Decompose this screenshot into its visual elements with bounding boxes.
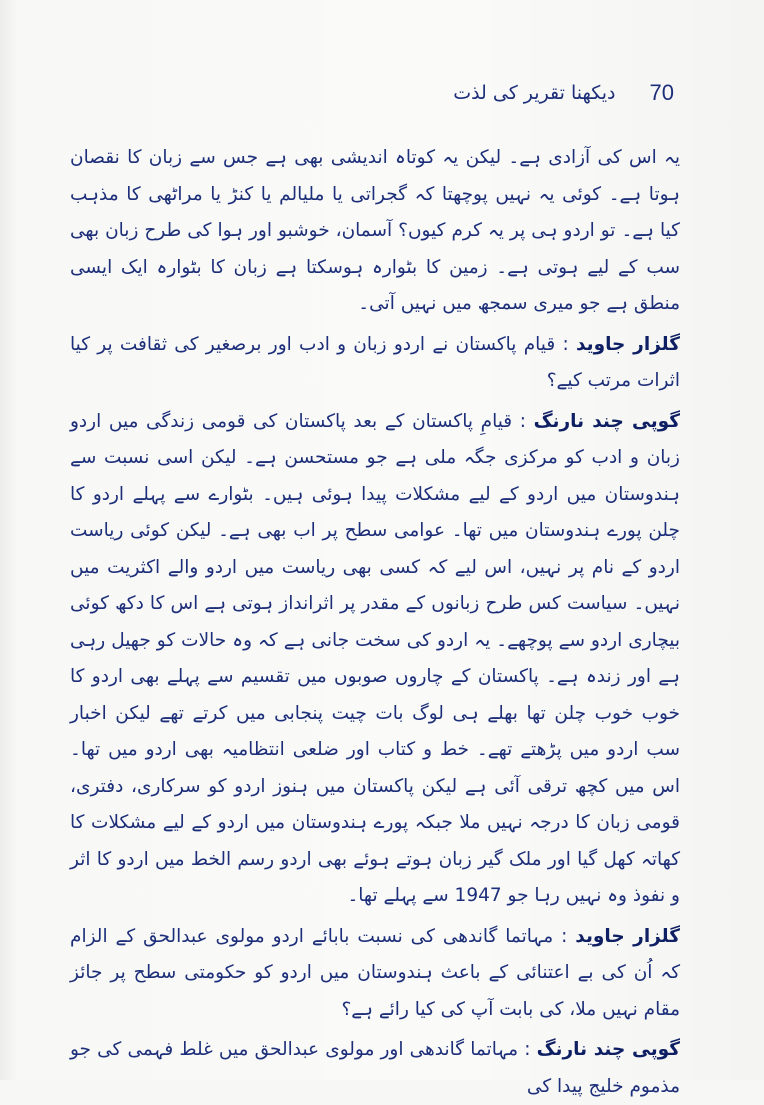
paragraph [70,404,680,915]
paragraph-text: یہ اس کی آزادی ہے۔ لیکن یہ کوتاہ اندیشی بھی ہے جس سے زبان کا نقصان ہوتا ہے۔ کوئی یہ نہیں پوچھتا کہ گجراتی یا ملیالم یا کنڑ یا مراٹھی کا مذہب کیا ہے۔ تو اردو ہی پر یہ کرم کیوں؟ آسمان، خوشبو اور ہوا کی طرح زبان بھی سب کے لیے ہوتی ہے۔ زمین کا بٹوارہ ہوسکتا ہے زبان کا بٹوارہ ایک ایسی منطق ہے جو میری سمجھ میں نہیں آتی۔ [70,147,680,314]
paragraph [70,919,680,1029]
paragraph [70,140,680,323]
interview-text [70,140,681,1097]
running-title: دیکھنا تقریر کی لذت [453,82,616,104]
paragraph-text: : مہاتما گاندھی کی نسبت بابائے اردو مولوی عبدالحق کے الزام کہ اُن کی بے اعتنائی کے باعث ہندوستان میں اردو کو حکومتی سطح پر جائز مقام نہیں ملا، کی بابت آپ کی کیا رائے ہے؟ [70,925,680,1020]
paragraph-text: : مہاتما گاندھی اور مولوی عبدالحق میں غلط فہمی کی جو مذموم خلیج پیدا کی [70,1039,680,1097]
paragraph-text: : قیام پاکستان نے اردو زبان و ادب اور برصغیر کی ثقافت پر کیا اثرات مرتب کیے؟ [70,333,680,391]
page-header [300,76,674,110]
speaker-name: گلزار جاوید [575,925,680,947]
paragraph-text: : قیامِ پاکستان کے بعد پاکستان کی قومی زندگی میں اردو زبان و ادب کو مرکزی جگہ ملی ہے جو مستحسن ہے۔ لیکن اسی نسبت سے ہندوستان میں اردو کے لیے مشکلات پیدا ہوئی ہیں۔ بٹوارے سے پہلے اردو کا چلن پورے ہندوستان میں تھا۔ عوامی سطح پر اب بھی ہے۔ لیکن کوئی ریاست اردو کے نام پر نہیں، اس لیے کہ کسی بھی ریاست میں اردو والے اکثریت میں نہیں۔ سیاست کس طرح زبانوں کے مقدر پر اثرانداز ہوتی ہے اس کا دکھ کوئی بیچاری اردو سے پوچھے۔ یہ اردو کی سخت جانی ہے کہ وہ حالات کو جھیل رہی ہے اور زندہ ہے۔ پاکستان کے چاروں صوبوں میں تقسیم سے پہلے بھی اردو کا خوب خوب چلن تھا بھلے ہی لوگ بات چیت پنجابی میں کرتے تھے لیکن اخبار سب اردو میں پڑھتے تھے۔ خط و کتاب اور ضلعی انتظامیہ بھی اردو میں تھا۔ اس میں کچھ ترقی آئی ہے لیکن پاکستان میں ہنوز اردو کو سرکاری، دفتری، قومی زبان کا درجہ نہیں ملا جبکہ پورے ہندوستان میں اردو کے لیے مشکلات کا کھاتہ کھل گیا اور ملک گیر زبان ہوتے ہوئے بھی اردو رسم الخط میں اردو کا اثر و نفوذ وہ نہیں رہا جو 1947 سے پہلے تھا۔ [70,410,680,906]
page-number: 70 [649,80,674,105]
paragraph [70,1032,680,1105]
speaker-name: گوپی چند نارنگ [533,410,680,432]
paragraph [70,327,680,400]
speaker-name: گلزار جاوید [575,333,680,355]
speaker-name: گوپی چند نارنگ [536,1039,681,1060]
